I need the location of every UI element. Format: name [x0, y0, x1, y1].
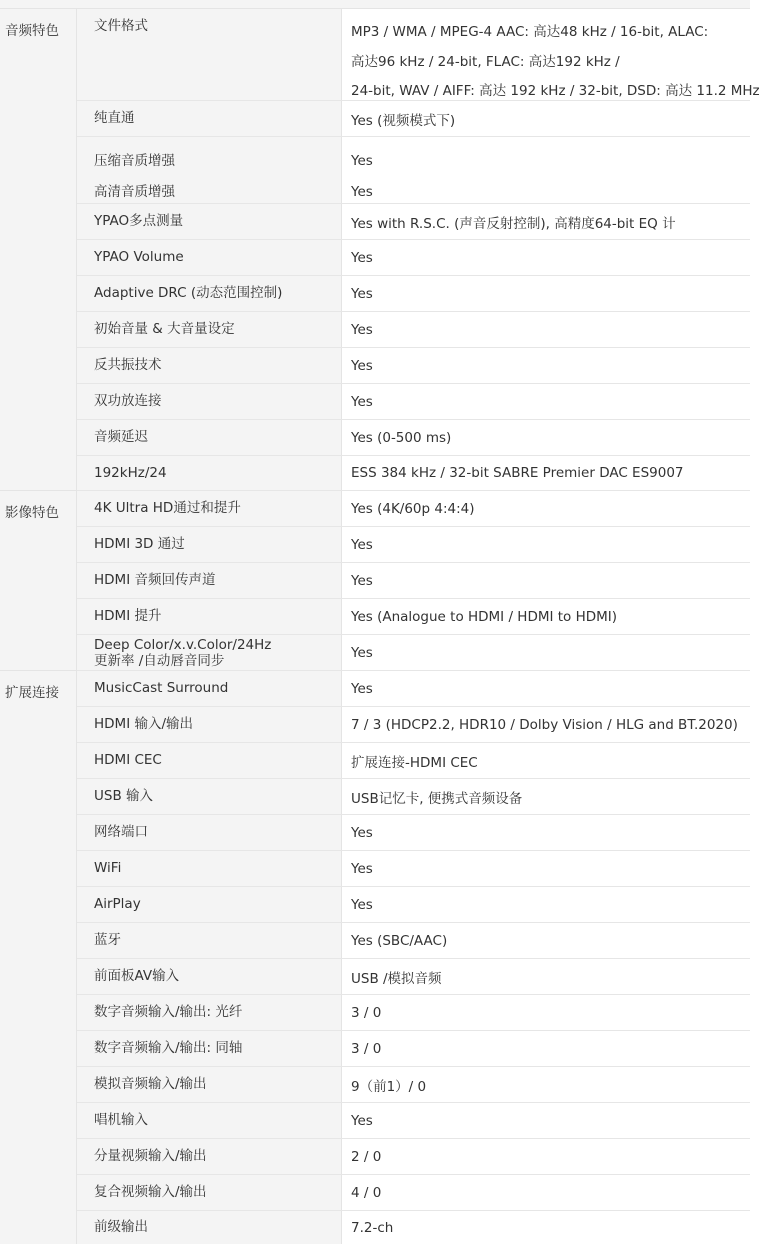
table-row	[77, 240, 750, 276]
row-label: 反共振技术	[77, 348, 342, 383]
row-value	[343, 9, 760, 100]
table-row	[77, 923, 750, 959]
row-value: Yes	[351, 357, 373, 374]
row-label: Adaptive DRC (动态范围控制)	[77, 276, 342, 311]
row-label: HDMI 音频回传声道	[77, 563, 342, 598]
table-row	[77, 959, 750, 995]
table-row	[77, 491, 750, 527]
table-row	[77, 635, 750, 671]
row-value: 4 / 0	[351, 1184, 382, 1201]
row-label-line: 压缩音质增强	[94, 153, 175, 169]
row-label: 网络端口	[77, 815, 342, 850]
row-value: Yes	[351, 249, 373, 266]
value-line: 24-bit, WAV / AIFF: 高达 192 kHz / 32-bit, DSD: 高达 11.2 MHz	[351, 83, 760, 99]
row-value: Yes (Analogue to HDMI / HDMI to HDMI)	[351, 608, 618, 625]
row-label-line: Deep Color/x.v.Color/24Hz	[94, 637, 272, 653]
table-row	[77, 1211, 750, 1244]
row-label: YPAO多点测量	[77, 204, 342, 239]
category-connectivity	[0, 671, 77, 1244]
category-audio	[0, 9, 77, 491]
table-row	[77, 671, 750, 707]
table-row	[77, 1103, 750, 1139]
row-label: 分量视频输入/输出	[77, 1139, 342, 1174]
row-label: HDMI 提升	[77, 599, 342, 634]
row-label: HDMI 3D 通过	[77, 527, 342, 562]
row-value: 7.2-ch	[351, 1219, 394, 1236]
row-label: 复合视频输入/输出	[77, 1175, 342, 1210]
row-label	[77, 137, 342, 203]
row-label-line: 高清音质增强	[94, 184, 175, 200]
row-value: 2 / 0	[351, 1148, 382, 1165]
row-label: AirPlay	[77, 887, 342, 922]
row-label: 双功放连接	[77, 384, 342, 419]
row-value: Yes	[351, 644, 373, 661]
row-value: ESS 384 kHz / 32-bit SABRE Premier DAC ES9007	[351, 465, 684, 481]
row-label: YPAO Volume	[77, 240, 342, 275]
row-value: Yes	[351, 1112, 373, 1129]
table-row	[77, 137, 750, 204]
row-value: 9（前1）/ 0	[351, 1078, 427, 1095]
table-row	[77, 9, 760, 101]
row-value-line: Yes	[351, 184, 373, 200]
table-row	[77, 599, 750, 635]
row-label: WiFi	[77, 851, 342, 886]
row-label: 初始音量 & 大音量设定	[77, 312, 342, 347]
row-label: 音频延迟	[77, 420, 342, 455]
table-row	[77, 1031, 750, 1067]
table-row	[77, 420, 750, 456]
table-row	[77, 1139, 750, 1175]
row-value: 3 / 0	[351, 1004, 382, 1021]
row-label	[77, 635, 342, 670]
category-label: 音频特色	[5, 23, 59, 39]
table-row	[77, 707, 750, 743]
row-value: 3 / 0	[351, 1040, 382, 1057]
row-value: Yes (视频模式下)	[351, 112, 456, 129]
row-value: Yes (4K/60p 4:4:4)	[351, 500, 475, 517]
row-value: Yes	[351, 572, 373, 589]
row-label-line: 更新率 /自动唇音同步	[94, 652, 225, 669]
row-label: 蓝牙	[77, 923, 342, 958]
category-label: 影像特色	[5, 505, 59, 521]
table-row	[77, 101, 750, 137]
table-row	[77, 384, 750, 420]
table-row	[77, 348, 750, 384]
row-value: Yes with R.S.C. (声音反射控制), 高精度64-bit EQ 计	[351, 215, 676, 232]
row-value: Yes (SBC/AAC)	[351, 932, 448, 949]
row-label: 192kHz/24	[77, 456, 342, 490]
row-value: Yes	[351, 393, 373, 410]
row-value	[343, 137, 668, 203]
row-label: HDMI 输入/输出	[77, 707, 342, 742]
row-label: 模拟音频输入/输出	[77, 1067, 342, 1102]
table-row	[77, 527, 750, 563]
table-row	[77, 312, 750, 348]
row-value: 7 / 3 (HDCP2.2, HDR10 / Dolby Vision / HLG and BT.2020)	[351, 716, 738, 733]
table-row	[77, 276, 750, 312]
table-row	[77, 779, 750, 815]
table-row	[77, 563, 750, 599]
row-label: 唱机输入	[77, 1103, 342, 1138]
table-row	[77, 456, 750, 491]
table-row	[77, 204, 750, 240]
row-value: USB /模拟音频	[351, 970, 442, 987]
row-value: Yes	[351, 860, 373, 877]
row-label: MusicCast Surround	[77, 671, 342, 706]
row-value: Yes	[351, 824, 373, 841]
row-label: 文件格式	[77, 9, 342, 100]
category-label: 扩展连接	[5, 685, 59, 701]
row-value: Yes	[351, 285, 373, 302]
row-value: USB记忆卡, 便携式音频设备	[351, 790, 523, 807]
table-row	[77, 995, 750, 1031]
value-line: MP3 / WMA / MPEG-4 AAC: 高达48 kHz / 16-bit, ALAC:	[351, 24, 709, 40]
row-value: Yes (0-500 ms)	[351, 429, 452, 446]
table-row	[77, 1175, 750, 1211]
table-row	[77, 743, 750, 779]
row-value: Yes	[351, 680, 373, 697]
row-label: 纯直通	[77, 101, 342, 136]
table-row	[77, 887, 750, 923]
table-top-border	[0, 0, 750, 9]
category-video	[0, 491, 77, 671]
row-value: Yes	[351, 536, 373, 553]
row-value-line: Yes	[351, 153, 373, 169]
row-value: Yes	[351, 321, 373, 338]
row-label: USB 输入	[77, 779, 342, 814]
row-label: 数字音频输入/输出: 同轴	[77, 1031, 342, 1066]
row-label: HDMI CEC	[77, 743, 342, 778]
row-value: Yes	[351, 896, 373, 913]
row-value: 扩展连接-HDMI CEC	[351, 754, 478, 771]
value-line: 高达96 kHz / 24-bit, FLAC: 高达192 kHz /	[351, 53, 620, 70]
row-label: 前级输出	[77, 1211, 342, 1244]
row-label: 4K Ultra HD通过和提升	[77, 491, 342, 526]
table-row	[77, 851, 750, 887]
row-label: 数字音频输入/输出: 光纤	[77, 995, 342, 1030]
table-row	[77, 1067, 750, 1103]
table-row	[77, 815, 750, 851]
row-label: 前面板AV输入	[77, 959, 342, 994]
